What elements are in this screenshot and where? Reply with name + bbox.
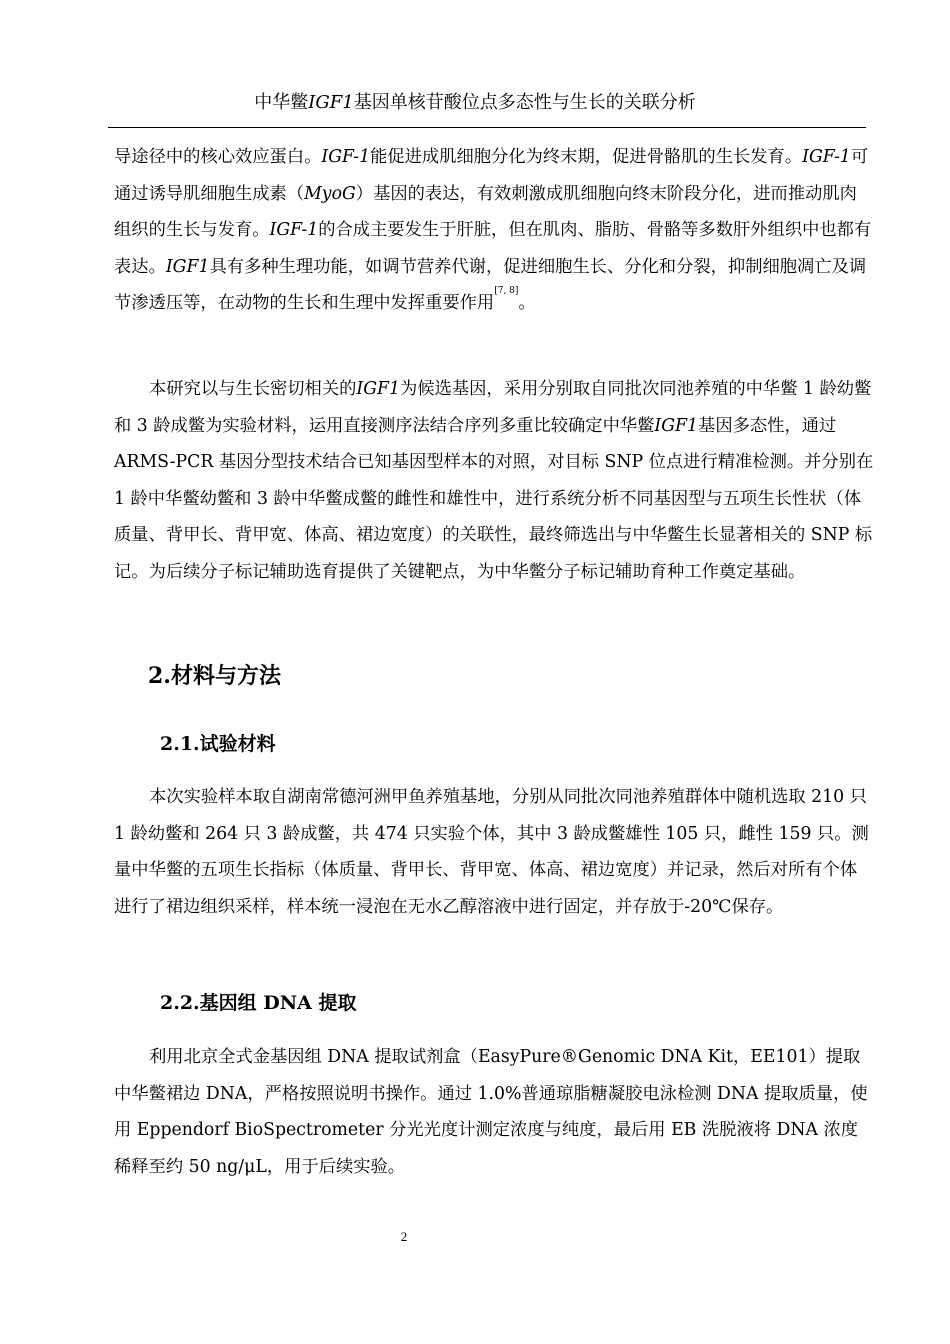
running-header: [0, 92, 950, 114]
page-number: 2: [400, 1229, 408, 1244]
dna-extraction-paragraph: [114, 1039, 874, 1185]
intro-paragraph-1: [114, 139, 874, 322]
p1-text-6: 具有多种生理功能，如调节营养代谢，促进细胞生长、分化和分裂，抑制细胞凋亡及调节渗透压等，在动物的生长和生理中发挥重要作用: [114, 256, 867, 313]
materials-text: 本次实验样本取自湖南常德河洲甲鱼养殖基地，分别从同批次同池养殖群体中随机选取 210 只 1 龄幼鳖和 264 只 3 龄成鳖，共 474 只实验个体，其中 3 龄成鳖雄性 105 只，雌性 159 只。测量中华鳖的五项生长指标（体质量、背甲长、背甲宽、体高、裙边宽度）并记录，然后对所有个体进行了裙边组织采样，样本统一浸泡在无水乙醇溶液中进行固定，并存放于-20℃保存。: [114, 787, 869, 917]
p1-text-7: 。: [518, 293, 536, 313]
p2-gene-2: IGF1: [654, 415, 699, 436]
p1-gene-2: IGF-1: [802, 147, 851, 167]
p1-gene-1: IGF-1: [321, 147, 371, 167]
p2-text-1: 本研究以与生长密切相关的: [149, 379, 357, 399]
p1-text-1: 导途径中的核心效应蛋白。: [114, 147, 322, 167]
subsection-heading-materials: 2.1.试验材料: [160, 733, 276, 755]
citation-ref: [7, 8]: [494, 286, 519, 296]
p1-text-2: 能促进成肌细胞分化为终末期，促进骨骼肌的生长发育。: [370, 147, 803, 167]
p1-gene-4: IGF-1: [269, 220, 319, 240]
p2-text-2: 为候选基因，采用分别取自同批次同池养殖的中华鳖 1 龄幼鳖和 3 龄成鳖为实验材料，运用直接测序法结合序列多重比较确定中华鳖: [114, 379, 872, 436]
dna-extraction-text: 利用北京全式金基因组 DNA 提取试剂盒（EasyPure®Genomic DNA Kit，EE101）提取中华鳖裙边 DNA，严格按照说明书操作。通过 1.0%普通琼脂糖凝胶电泳检测 DNA 提取质量，使用 Eppendorf BioSpectrometer 分光光度计测定浓度与纯度，最后用 EB 洗脱液将 DNA 浓度稀释至约 50 ng/μL，用于后续实验。: [114, 1047, 868, 1177]
p1-gene-3: MyoG: [304, 183, 356, 204]
p2-text-3: 基因多态性，通过 ARMS-PCR 基因分型技术结合已知基因型样本的对照，对目标 SNP 位点进行精准检测。并分别在 1 龄中华鳖幼鳖和 3 龄中华鳖成鳖的雌性和雄性中，进行系统分析不同基因型与五项生长性状（体质量、背甲长、背甲宽、体高、裙边宽度）的关联性，最终筛选出与中华鳖生长显著相关的 SNP 标记。为后续分子标记辅助选育提供了关键靶点，为中华鳖分子标记辅助育种工作奠定基础。: [114, 415, 874, 582]
p1-text-4: ）基因的表达，有效刺激成肌细胞向终末阶段分化，进而推动肌肉组织的生长与发育。: [114, 183, 857, 240]
section-heading-methods: 2.材料与方法: [148, 663, 281, 689]
p1-text-5: 的合成主要发生于肝脏，但在肌肉、脂肪、骨骼等多数肝外组织中也都有表达。: [114, 220, 872, 277]
p1-gene-5: IGF1: [165, 256, 210, 277]
header-prefix: 中华鳖: [254, 92, 309, 113]
p1-text-3: 可通过诱导肌细胞生成素（: [114, 147, 869, 204]
intro-paragraph-2: [114, 371, 874, 590]
header-gene: IGF1: [308, 92, 354, 113]
subsection-heading-dna-extraction: 2.2.基因组 DNA 提取: [160, 992, 357, 1014]
header-rule: [108, 127, 866, 128]
materials-paragraph: [114, 779, 874, 925]
p2-gene-1: IGF1: [356, 379, 401, 399]
header-suffix: 基因单核苷酸位点多态性与生长的关联分析: [353, 92, 696, 113]
